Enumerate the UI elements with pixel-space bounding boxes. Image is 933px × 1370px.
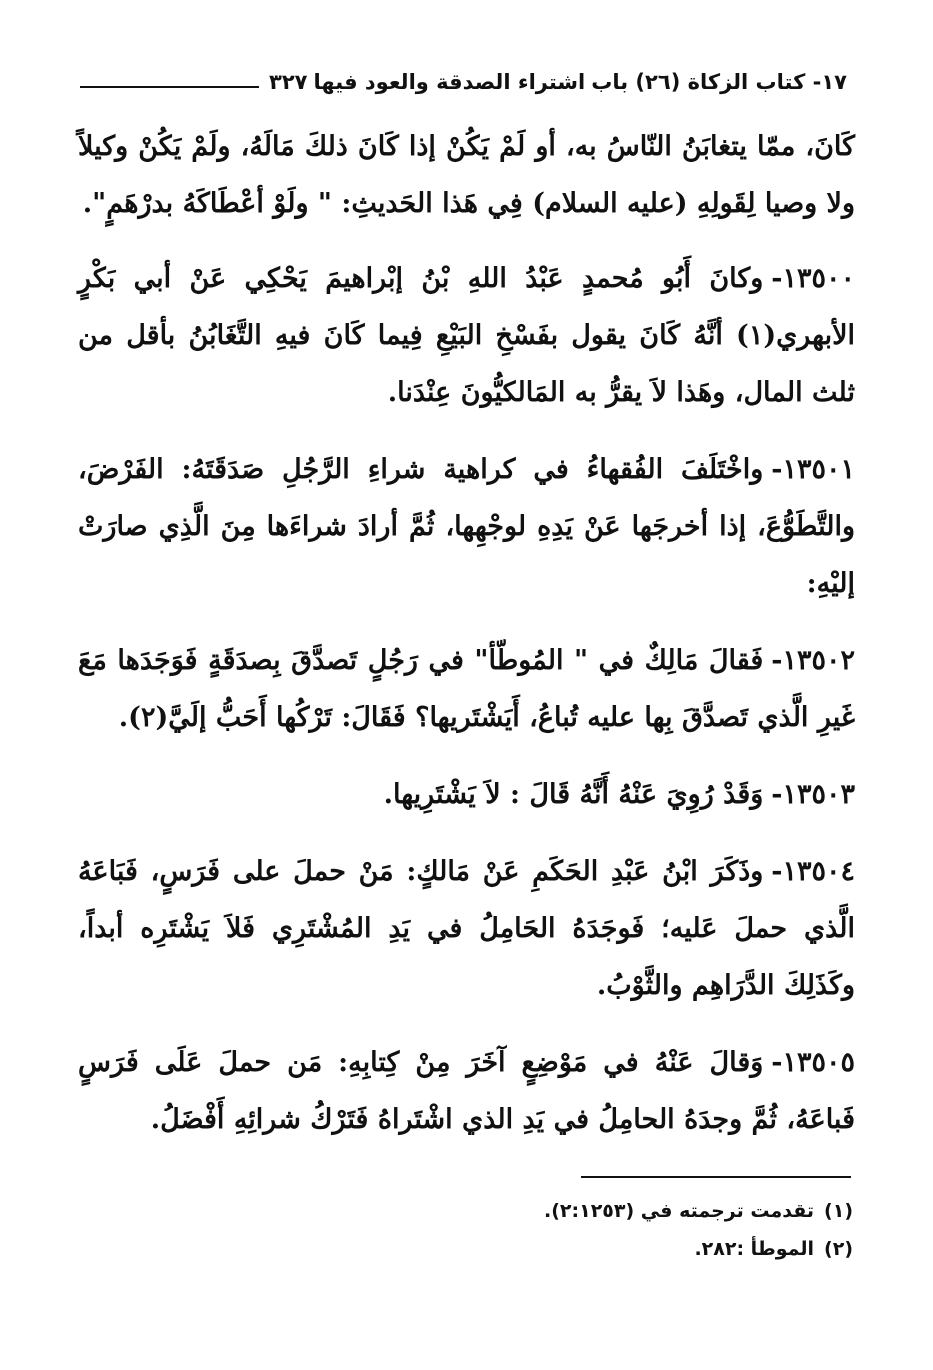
paragraph-number: ١٣٥٠٠- [771, 263, 855, 294]
footnote-text: تقدمت ترجمته في (٢:١٢٥٣). [544, 1200, 815, 1222]
paragraph-13505 [78, 1034, 855, 1148]
paragraph-continuation [78, 118, 855, 232]
page-number: ٣٢٧ [269, 70, 308, 94]
paragraph-number: ١٣٥٠٣- [771, 779, 855, 810]
paragraph-text: وَقَدْ رُوِيَ عَنْهُ أَنَّهُ قَالَ : لاَ يَشْتَرِيها. [383, 779, 764, 810]
footnote-text: الموطأ :٢٨٢. [694, 1238, 815, 1260]
running-header [80, 58, 853, 94]
paragraph-13502 [78, 632, 855, 746]
paragraph-number: ١٣٥٠٢- [771, 645, 855, 676]
paragraph-text: وكانَ أَبُو مُحمدٍ عَبْدُ اللهِ بْنُ إبْراهيمَ يَحْكِي عَنْ أبي بَكْرٍ الأبهري(١) أنَّهُ كَانَ يقول بفَسْخِ البَيْعِ فِيما كَانَ فيهِ التَّغَابُنُ بأقل من ثلث المال، وهَذا لاَ يقرُّ به المَالكيُّونَ عِنْدَنا. [78, 263, 855, 408]
header-rule [80, 86, 259, 88]
paragraph-number: ١٣٥٠٤- [771, 856, 855, 887]
paragraph-13501 [78, 441, 855, 612]
paragraph-text: وذَكَرَ ابْنُ عَبْدِ الحَكَمِ عَنْ مَالكٍ: مَنْ حملَ على فَرَسٍ، فَبَاعَهُ الَّذي حملَ عَليه؛ فَوجَدَهُ الحَامِلُ في يَدِ المُشْتَرِي فَلاَ يَشْتَرِه أبداً، وكَذَلِكَ الدَّرَاهِم والثَّوْبُ. [78, 856, 855, 1001]
footnote-2 [80, 1230, 853, 1268]
section-title: اشتراء الصدقة والعود فيها [313, 70, 586, 94]
footnote-mark: (١) [824, 1200, 853, 1222]
paragraph-13504 [78, 843, 855, 1014]
paragraph-13500 [78, 250, 855, 421]
paragraph-text: وَقالَ عَنْهُ في مَوْضِعٍ آخَرَ مِنْ كِتابِهِ: مَن حملَ عَلَى فَرَسٍ فَباعَهُ، ثُمَّ وجدَهُ الحامِلُ في يَدِ الذي اشْتَراهُ فَتَرْكُ شرائِهِ أَفْضَلُ. [78, 1047, 855, 1135]
footnotes [80, 1192, 853, 1268]
paragraph-text: واخْتَلَفَ الفُقهاءُ في كراهية شراءِ الرَّجُلِ صَدَقَتَهُ: الفَرْضَ، والتَّطَوُّعَ، إذا أخرجَها عَنْ يَدِهِ لوجْهِها، ثُمَّ أرادَ شراءَها مِنَ الَّذِي صارَتْ إليْهِ: [78, 454, 855, 599]
main-text [78, 118, 855, 1168]
paragraph-number: ١٣٥٠١- [771, 454, 855, 485]
paragraph-text: كَانَ، ممّا يتغابَنُ النّاسُ به، أو لَمْ يَكُنْ إذا كَانَ ذلكَ مَالَهُ، ولَمْ يَكُنْ وكيلاً ولا وصيا لِقَولِهِ (عليه السلام) فِي هَذا الحَديثِ: " ولَوْ أعْطَاكَهُ بدرْهَمٍ". [78, 131, 855, 219]
paragraph-13503 [78, 766, 855, 823]
footnote-mark: (٢) [824, 1238, 853, 1260]
paragraph-text: فَقالَ مَالِكٌ في " المُوطّأ" في رَجُلٍ تَصدَّقَ بِصدَقَةٍ فَوَجَدَها مَعَ غَيرِ الَّذي تَصدَّقَ بِها عليه تُباعُ، أَيَشْتَريها؟ فَقَالَ: تَرْكُها أَحَبُّ إلَيَّ(٢). [78, 645, 855, 733]
chapter-heading: ١٧- كتاب الزكاة (٢٦) باب [591, 70, 847, 94]
footnote-separator [581, 1176, 851, 1178]
paragraph-number: ١٣٥٠٥- [771, 1047, 855, 1078]
footnote-1 [80, 1192, 853, 1230]
